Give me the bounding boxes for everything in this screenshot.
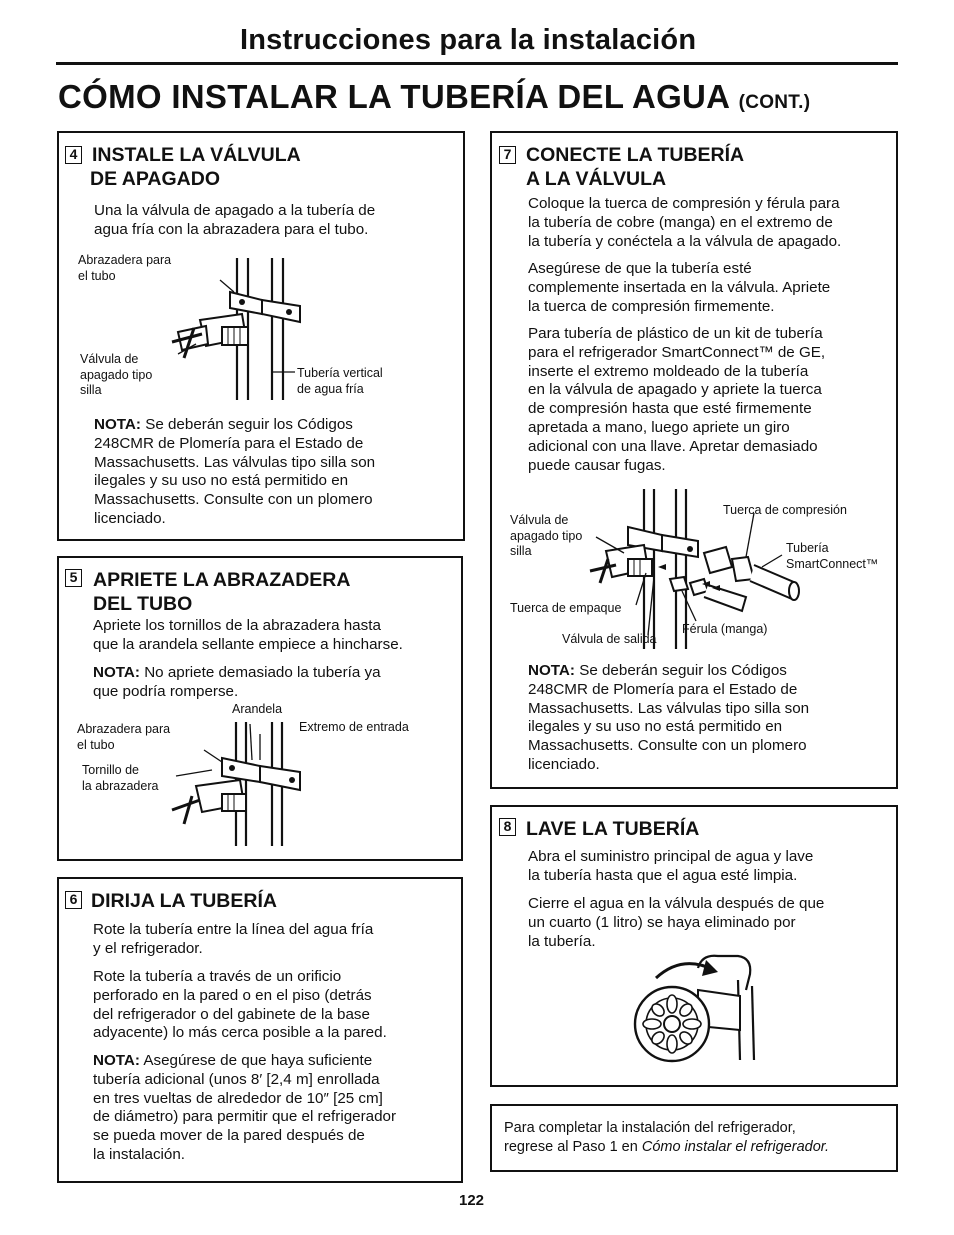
note-line: de diámetro) para permitir que el refrigerador (93, 1108, 397, 1126)
step-5-clamp-illustration (160, 718, 360, 848)
text-line: complemente insertada en la válvula. Apriete (528, 278, 831, 296)
note-line: licenciado. (94, 509, 166, 527)
label-line: Válvula de (510, 513, 569, 527)
text-line: para el refrigerador SmartConnect™ de GE, (528, 343, 826, 361)
step-5-label-inlet: Extremo de entrada (299, 720, 409, 734)
text-line: Abra el suministro principal de agua y lave (528, 848, 814, 865)
step-8-faucet-illustration (628, 950, 778, 1070)
step-7-label-nut: Tuerca de compresión (723, 503, 847, 517)
step-5-title-line1: APRIETE LA ABRAZADERA (93, 569, 351, 591)
label-line: Válvula de (80, 352, 139, 366)
step-4-label-pipe (297, 366, 383, 397)
note-text: Se deberán seguir los Códigos (140, 416, 353, 433)
step-7-label-smartconnect (786, 541, 878, 572)
step-5-number: 5 (65, 569, 82, 587)
label-line: el tubo (78, 268, 116, 283)
step-5-title-line2: DEL TUBO (93, 593, 193, 615)
note-line: en tres vueltas de alrededor de 10″ [25 cm] (93, 1089, 383, 1107)
step-4-title-line2: DE APAGADO (90, 168, 221, 190)
header-rule (56, 62, 898, 65)
step-8-para-2 (528, 895, 824, 951)
note-line (94, 416, 375, 435)
step-7-para-3 (528, 325, 825, 475)
text-line: Coloque la tuerca de compresión y férula para (528, 195, 840, 212)
section-title-text: CÓMO INSTALAR LA TUBERÍA DEL AGUA (58, 78, 730, 115)
step-4-text-line2: agua fría con la abrazadera para el tubo. (94, 221, 369, 238)
note-line: ilegales y su uso no está permitido en (528, 718, 783, 736)
step-7-label-packing-nut: Tuerca de empaque (510, 601, 622, 615)
label-line: la abrazadera (82, 778, 159, 793)
note-line: Massachusetts. Consulte con un plomero (94, 491, 373, 509)
label-line: apagado tipo (80, 367, 153, 382)
text-line: la tubería hasta que el agua esté limpia. (528, 866, 798, 884)
note-line: 248CMR de Plomería para el Estado de (94, 434, 364, 452)
text-line: apretada a mano, luego apriete un giro (528, 418, 790, 436)
note-line: Massachusetts. Las válvulas tipo silla son (94, 453, 376, 471)
final-note-prefix: regrese al Paso 1 en (504, 1139, 642, 1155)
final-note-link-text: Cómo instalar el refrigerador. (641, 1139, 830, 1155)
step-5-note (93, 664, 381, 702)
step-7-label-outlet: Válvula de salida (562, 632, 657, 646)
text-line: la tubería. (528, 932, 596, 950)
note-line: se pueda mover de la pared después de (93, 1127, 365, 1145)
note-label: NOTA: (94, 416, 141, 433)
label-line: Tornillo de (82, 763, 139, 777)
step-4-title-line1: INSTALE LA VÁLVULA (92, 144, 301, 166)
note-line: tubería adicional (unos 8′ [2,4 m] enrollada (93, 1070, 380, 1088)
text-line: y el refrigerador. (93, 939, 203, 957)
note-line (93, 1052, 396, 1071)
step-7-number: 7 (499, 146, 516, 164)
step-4-label-clamp (78, 253, 171, 284)
label-line: Abrazadera para (77, 722, 171, 736)
step-4-text-line1: Una la válvula de apagado a la tubería de (94, 202, 376, 219)
note-text: Asegúrese de que haya suficiente (139, 1052, 373, 1069)
text-line: Cierre el agua en la válvula después de que (528, 895, 825, 912)
text-line: Asegúrese de que la tubería esté (528, 260, 752, 277)
note-label: NOTA: (93, 1052, 140, 1069)
section-title (58, 78, 810, 116)
note-line: 248CMR de Plomería para el Estado de (528, 680, 798, 698)
text-line: la tubería y conéctela a la válvula de apagado. (528, 232, 842, 250)
note-line (528, 662, 809, 681)
step-4-note (94, 416, 375, 529)
final-note-line1: Para completar la instalación del refrigerador, (504, 1120, 796, 1136)
step-7-note (528, 662, 809, 775)
note-line: la instalación. (93, 1145, 186, 1163)
text-line: del refrigerador o del gabinete de la base (93, 1005, 370, 1023)
text-line: adyacente) lo más cerca posible a la pared. (93, 1024, 387, 1042)
note-label: NOTA: (93, 664, 140, 681)
text-line: la tuerca de compresión firmemente. (528, 297, 775, 315)
step-8-para-1 (528, 848, 813, 886)
step-7-title-line1: CONECTE LA TUBERÍA (526, 144, 745, 166)
text-line: perforado en la pared o en el piso (detrás (93, 986, 372, 1004)
note-text: Se deberán seguir los Códigos (574, 662, 787, 679)
label-line: SmartConnect™ (786, 556, 879, 571)
note-line (93, 664, 381, 683)
page-number: 122 (459, 1192, 485, 1209)
label-line: de agua fría (297, 381, 364, 396)
note-label: NOTA: (528, 662, 575, 679)
step-8-number: 8 (499, 818, 516, 836)
step-5-label-washer: Arandela (232, 702, 283, 716)
note-line: ilegales y su uso no está permitido en (94, 472, 349, 490)
label-line: Abrazadera para (78, 253, 172, 267)
section-title-cont: (CONT.) (738, 92, 811, 113)
final-note (504, 1119, 829, 1157)
step-6-title: DIRIJA LA TUBERÍA (91, 890, 277, 912)
label-line: Tubería (786, 541, 829, 555)
step-6-note (93, 1052, 396, 1165)
final-note-line2 (504, 1138, 829, 1157)
step-5-text-line1: Apriete los tornillos de la abrazadera hasta (93, 617, 381, 634)
label-line: el tubo (77, 737, 115, 752)
label-line: silla (510, 544, 532, 558)
step-7-title-line2: A LA VÁLVULA (526, 168, 667, 190)
text-line: Rote la tubería entre la línea del agua fría (93, 921, 374, 938)
text-line: la tubería de cobre (manga) en el extremo de (528, 213, 833, 231)
text-line: Para tubería de plástico de un kit de tubería (528, 325, 823, 342)
text-line: en la válvula de apagado y apriete la tuerca (528, 381, 822, 399)
text-line: un cuarto (1 litro) se haya eliminado por (528, 913, 796, 931)
note-line: Massachusetts. Consulte con un plomero (528, 737, 807, 755)
step-6-number: 6 (65, 891, 82, 909)
step-5-text-line2: que la arandela sellante empiece a hincharse. (93, 636, 403, 653)
text-line: adicional con una llave. Apretar demasiado (528, 437, 818, 455)
step-8-title: LAVE LA TUBERÍA (526, 818, 700, 840)
note-line: Massachusetts. Las válvulas tipo silla son (528, 699, 810, 717)
step-6-para-1 (93, 921, 373, 959)
label-line: silla (80, 383, 102, 397)
page-header-title: Instrucciones para la instalación (240, 24, 697, 56)
step-7-label-valve (510, 513, 582, 560)
text-line: puede causar fugas. (528, 456, 666, 474)
step-7-label-ferrule: Férula (manga) (682, 622, 768, 636)
note-line: licenciado. (528, 755, 600, 773)
text-line: Rote la tubería a través de un orificio (93, 968, 342, 985)
label-line: apagado tipo (510, 528, 583, 543)
note-line: que podría romperse. (93, 682, 239, 700)
step-4-label-valve (80, 352, 152, 399)
step-7-para-2 (528, 260, 830, 316)
text-line: inserte el extremo moldeado de la tubería (528, 362, 809, 380)
note-text: No apriete demasiado la tubería ya (139, 664, 381, 681)
step-4-number: 4 (65, 146, 82, 164)
step-5-label-screw (82, 763, 158, 794)
label-line: Tubería vertical (297, 366, 383, 380)
step-5-label-clamp (77, 722, 170, 753)
text-line: de compresión hasta que esté firmemente (528, 400, 812, 418)
step-6-para-2 (93, 968, 387, 1043)
step-7-para-1 (528, 195, 841, 251)
